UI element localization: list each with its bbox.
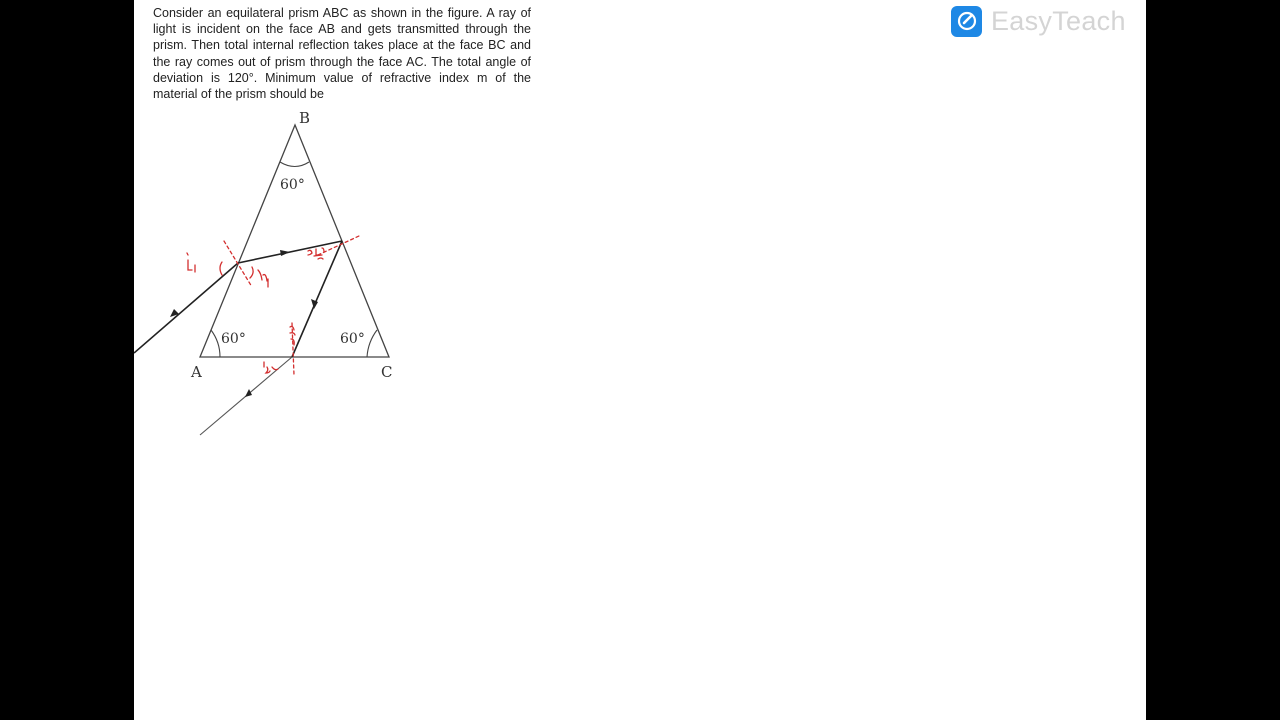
brand-logo [951, 5, 1126, 37]
reflected-ray [292, 241, 342, 357]
pencil-badge-icon [951, 6, 982, 37]
apex-angle-label: 60° [280, 177, 305, 193]
handwritten-annotations [187, 236, 359, 375]
normal-line-ac [292, 323, 294, 375]
whiteboard-canvas [134, 0, 1146, 720]
apex-angle-arc [280, 162, 309, 167]
brand-name: EasyTeach [991, 5, 1126, 36]
right-angle-arc [367, 330, 377, 357]
right-angle-label: 60° [340, 331, 365, 347]
emergent-arrowhead [245, 389, 252, 397]
left-angle-arc [211, 330, 220, 357]
vertex-c-label: C [381, 363, 393, 381]
prism-triangle [200, 125, 389, 357]
vertex-a-label: A [191, 363, 202, 381]
prism-figure [134, 105, 554, 445]
left-angle-label: 60° [221, 331, 246, 347]
normal-line-ab [224, 241, 252, 287]
vertex-b-label: B [299, 109, 311, 127]
question-text: Consider an equilateral prism ABC as shown in the figure. A ray of light is incident on the face AB and gets transmitted through the prism. Then total internal reflection takes place at the face BC and the ray comes out of prism through the face AC. The total angle of deviation is 120°. Minimum value of refractive index m of the material of the prism should be [153, 6, 531, 102]
